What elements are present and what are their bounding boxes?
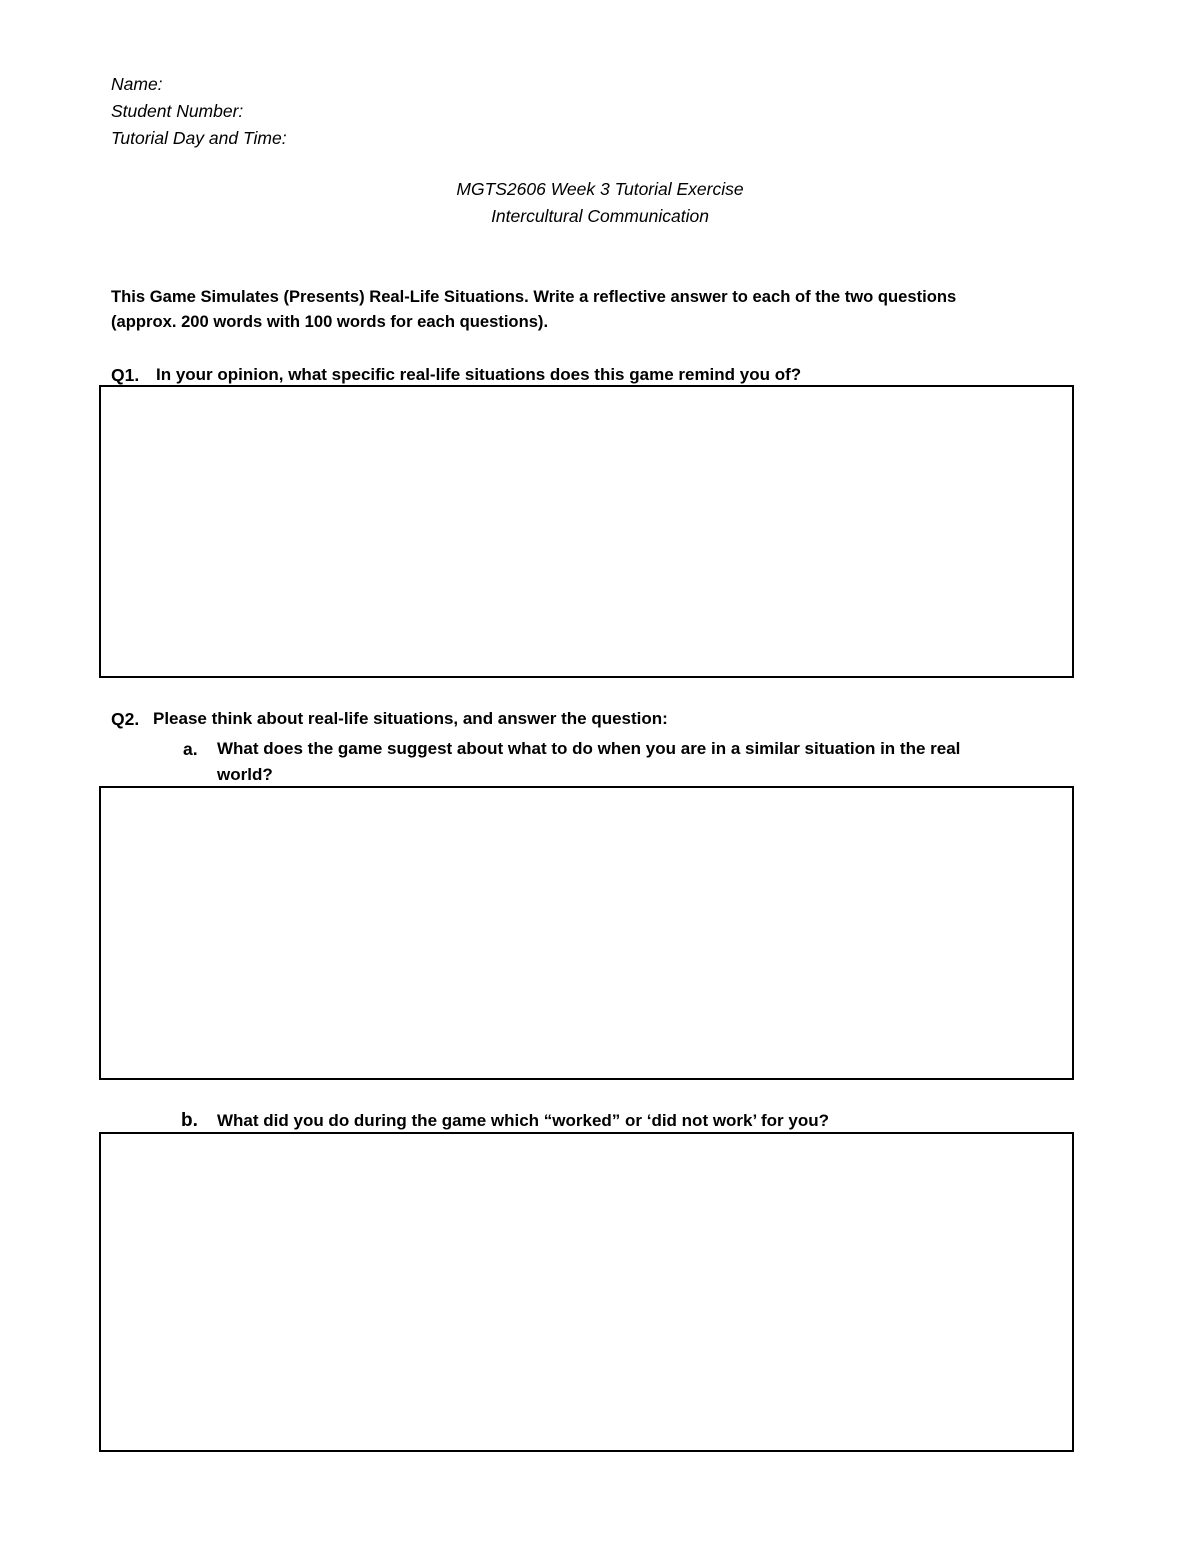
q2b-answer-box[interactable] — [99, 1132, 1074, 1452]
q1-answer-box[interactable] — [99, 385, 1074, 678]
student-number-label: Student Number: — [111, 101, 244, 121]
q2a-answer-box[interactable] — [99, 786, 1074, 1080]
q1-question: In your opinion, what specific real-life situations does this game remind you of? — [156, 365, 802, 384]
q2b-marker: b. — [181, 1110, 198, 1131]
q1-number: Q1. — [111, 365, 140, 385]
q2b-question: What did you do during the game which “worked” or ‘did not work’ for you? — [217, 1111, 829, 1130]
document-title: MGTS2606 Week 3 Tutorial Exercise — [456, 179, 744, 199]
instructions-line-1: This Game Simulates (Presents) Real-Life Situations. Write a reflective answer to each of the two questions — [111, 287, 957, 306]
q2-number: Q2. — [111, 709, 140, 729]
q2a-marker: a. — [183, 739, 198, 759]
document-subtitle: Intercultural Communication — [491, 206, 709, 226]
q2-question: Please think about real-life situations, and answer the question: — [153, 709, 668, 728]
tutorial-day-time-label: Tutorial Day and Time: — [111, 128, 287, 148]
q2a-question-line-2: world? — [217, 765, 273, 784]
q2a-question-line-1: What does the game suggest about what to do when you are in a similar situation in the real — [217, 739, 961, 758]
instructions-line-2: (approx. 200 words with 100 words for each questions). — [111, 312, 549, 331]
name-label: Name: — [111, 74, 163, 94]
